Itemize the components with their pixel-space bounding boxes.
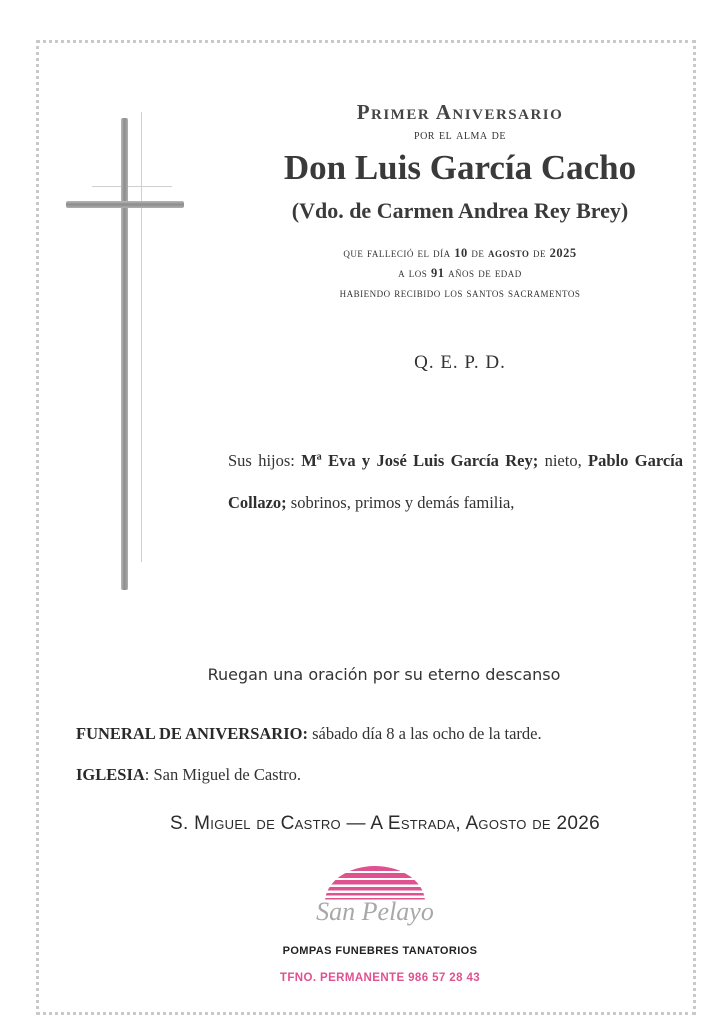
place-and-date: S. Miguel de Castro — A Estrada, Agosto de 2026	[170, 813, 600, 834]
qepd-text: Q. E. P. D.	[414, 352, 506, 373]
soul-of-label: por el alma de	[414, 128, 506, 143]
death-date-line: que falleció el día 10 de agosto de 2025	[343, 246, 577, 260]
company-logo	[305, 862, 445, 937]
cross-icon	[121, 118, 128, 590]
anniversary-title: Primer Aniversario	[356, 100, 564, 124]
sacraments-line: habiendo recibido los santos sacramentos	[339, 286, 581, 300]
company-phone: TFNO. PERMANENTE 986 57 28 43	[279, 972, 481, 984]
age-line: a los 91 años de edad	[398, 266, 522, 280]
church-info: IGLESIA: San Miguel de Castro.	[76, 765, 302, 784]
widower-note: (Vdo. de Carmen Andrea Rey Brey)	[291, 198, 629, 223]
cross-bar	[66, 201, 184, 208]
prayer-request: Ruegan una oración por su eterno descanso	[207, 665, 561, 684]
family-paragraph: Sus hijos: Mª Eva y José Luis García Rey; nieto, Pablo García Collazo; sobrinos, primos y demás familia,	[228, 451, 683, 512]
cross-shadow-vertical	[141, 112, 142, 562]
cross-shadow-horizontal	[92, 186, 172, 187]
company-logo-text: San Pelayo	[316, 897, 434, 926]
deceased-name: Don Luis García Cacho	[283, 148, 637, 187]
funeral-info: FUNERAL DE ANIVERSARIO: sábado día 8 a las ocho de la tarde.	[76, 724, 542, 743]
company-services: POMPAS FUNEBRES TANATORIOS	[282, 945, 478, 957]
